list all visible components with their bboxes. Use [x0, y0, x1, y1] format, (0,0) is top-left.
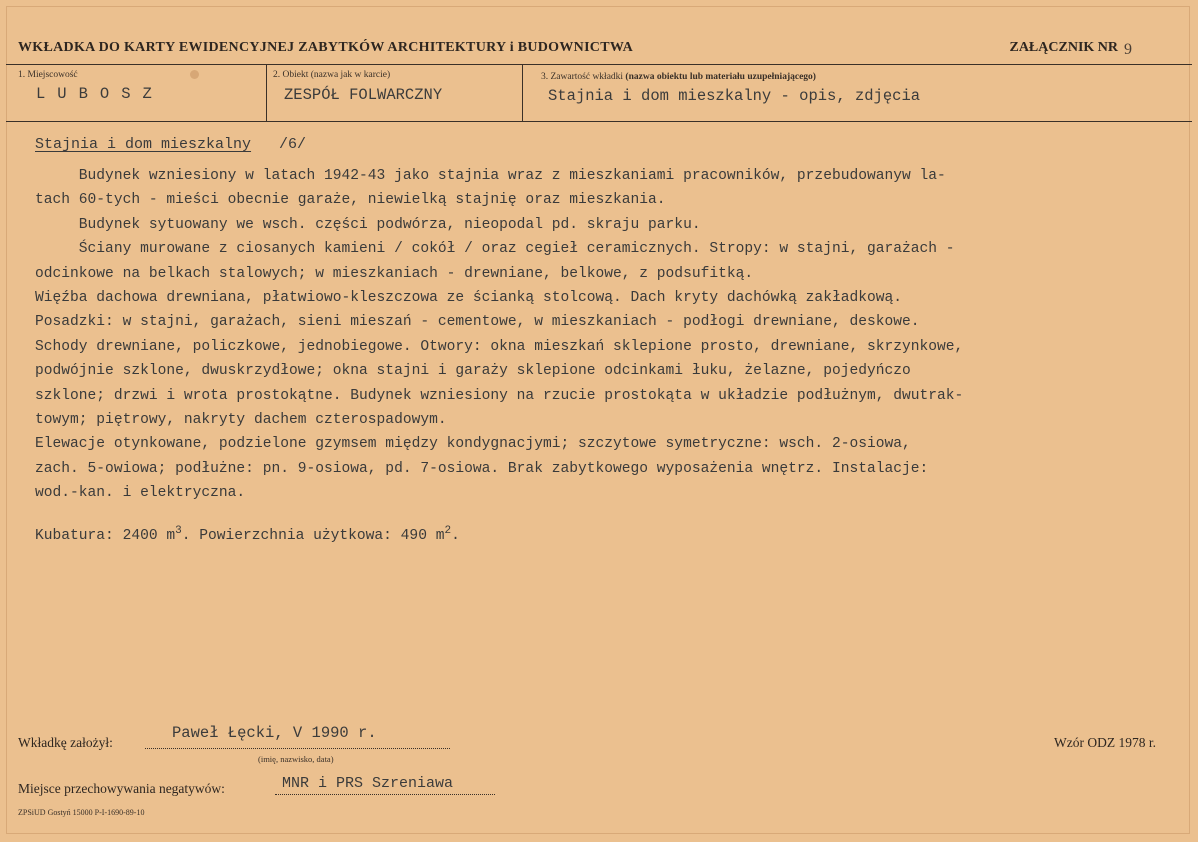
founder-value: Paweł Łęcki, V 1990 r.	[172, 724, 377, 742]
kubatura-part2: . Powierzchnia użytkowa: 490 m	[181, 527, 445, 544]
negatives-dotline	[275, 794, 495, 795]
founder-dotline	[145, 748, 450, 749]
locality-label: 1. Miejscowość	[18, 70, 78, 80]
locality-value: LUBOSZ	[36, 85, 164, 103]
description-line: Budynek sytuowany we wsch. części podwórza, nieopodal pd. skraju parku.	[35, 216, 701, 233]
header-rule-bottom	[6, 121, 1192, 122]
description-line: szklone; drzwi i wrota prostokątne. Budynek wzniesiony na rzucie prostokąta w układzie podłużnym, dwutrak-	[35, 387, 964, 404]
card-title: WKŁADKA DO KARTY EWIDENCYJNEJ ZABYTKÓW ARCHITEKTURY i BUDOWNICTWA	[18, 40, 634, 55]
description-line: Elewacje otynkowane, podzielone gzymsem między kondygnacjymi; szczytowe symetryczne: wsch. 2-osiowa,	[35, 436, 911, 453]
kubatura-sup1: 3	[175, 525, 182, 537]
founder-hint: (imię, nazwisko, data)	[258, 754, 334, 764]
printer-info: ZPSiUD Gostyń 15000 P-I-1690-89-10	[18, 808, 145, 817]
content-label-paren: (nazwa obiektu lub materiału uzupełniającego)	[625, 72, 816, 82]
field-divider-1	[266, 65, 267, 121]
paper-stain	[190, 70, 199, 79]
header-rule-top	[6, 64, 1192, 65]
kubatura-part3: .	[451, 527, 460, 544]
content-label	[541, 72, 816, 82]
description-line: odcinkowe na belkach stalowych; w mieszkaniach - drewniane, belkowe, z podsufitką.	[35, 265, 754, 282]
section-heading-text: Stajnia i dom mieszkalny	[35, 136, 252, 153]
content-label-main: 3. Zawartość wkładki	[541, 72, 626, 82]
section-number: /6/	[279, 136, 307, 153]
description-line: Więźba dachowa drewniana, płatwiowo-kleszczowa ze ścianką stolcową. Dach kryty dachówką zakładkową.	[35, 290, 903, 306]
section-heading	[35, 136, 306, 153]
description-line: Budynek wzniesiony w latach 1942-43 jako stajnia wraz z mieszkaniami pracowników, przebudowanyw la-	[35, 168, 946, 184]
founder-label: Wkładkę założył:	[18, 735, 113, 750]
kubatura-line	[35, 525, 460, 544]
description-line: Posadzki: w stajni, garażach, sieni mieszań - cementowe, w mieszkaniach - podłogi drewniane, deskowe.	[35, 314, 920, 331]
kubatura-sup2: 2	[444, 525, 452, 537]
kubatura-part1: Kubatura: 2400 m	[35, 527, 176, 544]
field-divider-2	[522, 65, 523, 121]
annex-number: 9	[1124, 41, 1132, 58]
description-line: Ściany murowane z ciosanych kamieni / cokół / oraz cegieł ceramicznych. Stropy: w stajni, garażach -	[35, 241, 955, 258]
object-label: 2. Obiekt (nazwa jak w karcie)	[273, 70, 391, 80]
annex-label-text: ZAŁĄCZNIK NR	[1009, 40, 1118, 55]
object-value: ZESPÓŁ FOLWARCZNY	[284, 86, 443, 104]
description-line: tach 60-tych - mieści obecnie garaże, niewielką stajnię oraz mieszkania.	[35, 192, 666, 209]
description-line: podwójnie szklone, dwuskrzydłowe; okna stajni i garaży sklepione odcinkami łuku, żelazne, pojedyńczo	[35, 363, 911, 380]
annex-label	[1009, 40, 1118, 56]
form-model: Wzór ODZ 1978 r.	[1054, 735, 1156, 750]
description-line: wod.-kan. i elektryczna.	[35, 485, 246, 502]
description-line: Schody drewniane, policzkowe, jednobiegowe. Otwory: okna mieszkań sklepione prosto, drewniane, skrzynkowe,	[35, 338, 964, 355]
content-value: Stajnia i dom mieszkalny - opis, zdjęcia	[548, 87, 921, 105]
description-line: zach. 5-owiowa; podłużne: pn. 9-osiowa, pd. 7-osiowa. Brak zabytkowego wyposażenia wnętrz. Instalacje:	[35, 460, 929, 477]
negatives-value: MNR i PRS Szreniawa	[282, 775, 454, 792]
negatives-label: Miejsce przechowywania negatywów:	[18, 781, 225, 796]
description-line: towym; piętrowy, nakryty dachem czterospadowym.	[35, 412, 447, 428]
